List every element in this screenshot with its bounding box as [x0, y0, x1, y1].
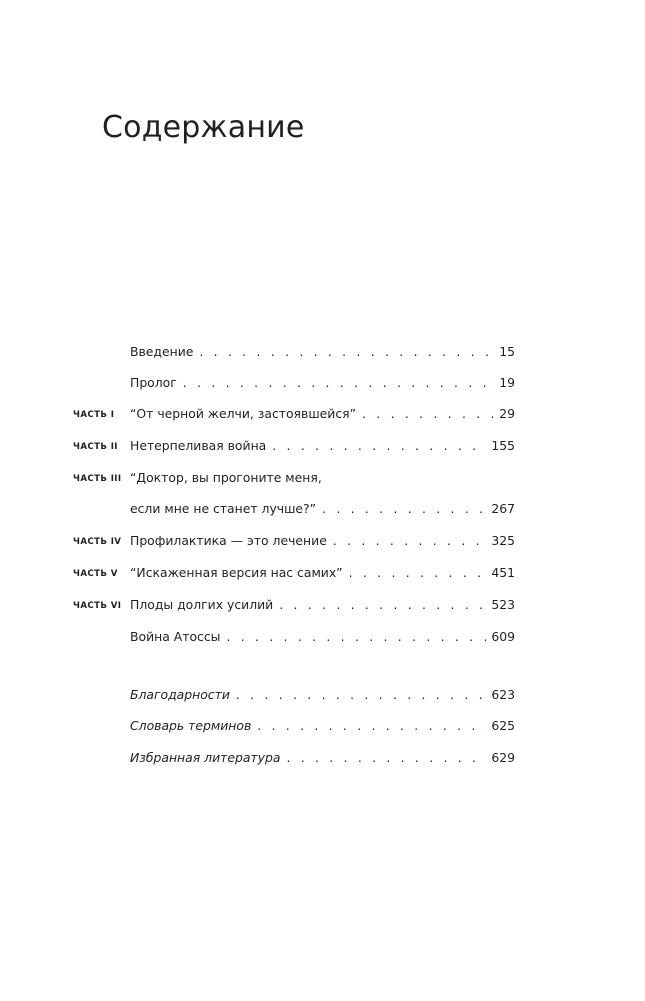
toc-entry-title: Введение [130, 344, 194, 359]
toc-entry-title: Пролог [130, 375, 177, 390]
toc-part-label: ЧАСТЬ VI [73, 601, 122, 611]
toc-entry-page: 623 [491, 687, 515, 702]
toc-leader-dots [199, 341, 495, 363]
toc-row-part-3-continued [0, 498, 645, 520]
toc-entry [130, 403, 515, 425]
toc-entry [130, 372, 515, 394]
toc-entry [130, 626, 515, 648]
toc-leader-dots [183, 372, 495, 394]
toc-entry [130, 747, 515, 769]
toc-entry-page: 609 [491, 629, 515, 644]
toc-entry [130, 684, 515, 706]
toc-part-label: ЧАСТЬ I [73, 410, 115, 420]
toc-entry [130, 594, 515, 616]
toc-entry-page: 155 [491, 438, 515, 453]
toc-entry-page: 29 [499, 406, 515, 421]
toc-row-part-2 [0, 435, 645, 457]
toc-part-label: ЧАСТЬ III [73, 474, 122, 484]
toc-entry [130, 498, 515, 520]
toc-entry-page: 267 [491, 501, 515, 516]
toc-leader-dots [333, 530, 488, 552]
toc-entry-title: Плоды долгих усилий [130, 597, 274, 612]
page-title: Содержание [102, 110, 305, 145]
toc-row-introduction [0, 341, 645, 363]
toc-leader-dots [272, 435, 487, 457]
toc-entry [130, 435, 515, 457]
toc-entry-title: Словарь терминов [130, 718, 252, 733]
toc-row-atossa-war [0, 626, 645, 648]
toc-part-label: ЧАСТЬ V [73, 569, 118, 579]
toc-entry-page: 15 [499, 344, 515, 359]
toc-leader-dots [226, 626, 487, 648]
toc-row-part-1 [0, 403, 645, 425]
toc-entry-title: Война Атоссы [130, 629, 221, 644]
toc-entry [130, 467, 515, 489]
toc-entry-page: 625 [491, 718, 515, 733]
toc-row-bibliography [0, 747, 645, 769]
toc-entry-title: “От черной желчи, застоявшейся” [130, 406, 357, 421]
toc-row-part-4 [0, 530, 645, 552]
toc-entry-title: Профилактика — это лечение [130, 533, 327, 548]
toc-leader-dots [257, 715, 487, 737]
toc-row-glossary [0, 715, 645, 737]
toc-row-part-3 [0, 467, 645, 489]
toc-entry [130, 341, 515, 363]
toc-entry [130, 562, 515, 584]
toc-entry [130, 530, 515, 552]
toc-entry-page: 523 [491, 597, 515, 612]
toc-entry-title: Избранная литература [130, 750, 281, 765]
toc-entry-page: 325 [491, 533, 515, 548]
toc-leader-dots [322, 498, 487, 520]
toc-entry-page: 451 [491, 565, 515, 580]
toc-entry [130, 715, 515, 737]
toc-row-part-5 [0, 562, 645, 584]
toc-row-acknowledgements [0, 684, 645, 706]
toc-leader-dots [236, 684, 487, 706]
toc-leader-dots [349, 562, 488, 584]
toc-entry-page: 19 [499, 375, 515, 390]
toc-entry-title: “Искаженная версия нас самих” [130, 565, 343, 580]
toc-part-label: ЧАСТЬ IV [73, 537, 122, 547]
toc-row-prologue [0, 372, 645, 394]
toc-leader-dots [286, 747, 487, 769]
toc-entry-title: если мне не станет лучше?” [130, 501, 317, 516]
toc-leader-dots [362, 403, 495, 425]
toc-part-label: ЧАСТЬ II [73, 442, 118, 452]
toc-leader-dots [279, 594, 487, 616]
toc-entry-page: 629 [491, 750, 515, 765]
toc-entry-title: “Доктор, вы прогоните меня, [130, 470, 322, 485]
toc-entry-title: Благодарности [130, 687, 230, 702]
toc-row-part-6 [0, 594, 645, 616]
toc-entry-title: Нетерпеливая война [130, 438, 267, 453]
